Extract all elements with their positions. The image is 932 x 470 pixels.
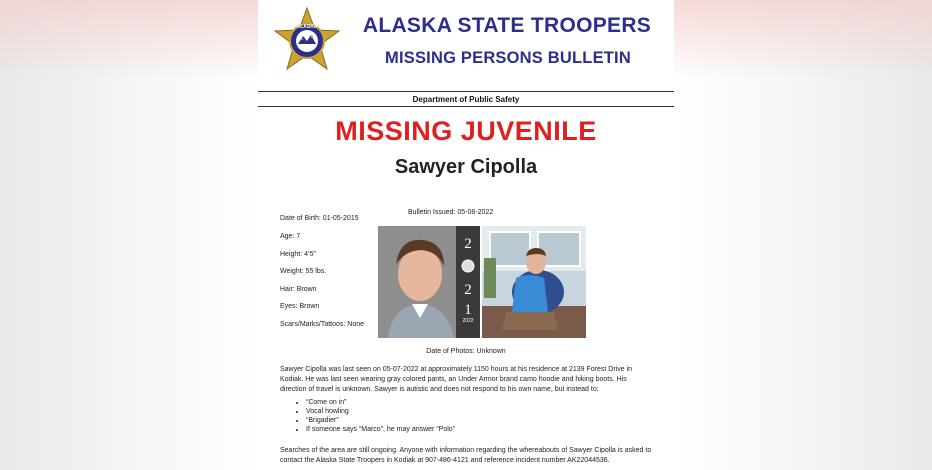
fact-age: Age: 7	[280, 233, 301, 240]
fact-weight: Weight: 55 lbs.	[280, 268, 327, 275]
search-text: Searches of the area are still ongoing. Anyone with information regarding the whereabouts of Sawyer Cipolla is asked to contact the Alaska State Troopers in Kodiak at 907-486-4121 and reference incident number AK22044536.	[280, 447, 652, 464]
person-name: Sawyer Cipolla	[394, 156, 538, 178]
candid-photo	[482, 226, 586, 338]
org-title: ALASKA STATE TROOPERS	[362, 14, 652, 37]
divider-bottom	[258, 106, 674, 107]
list-item: • If someone says “Marco”, he may answer “Polo”	[306, 425, 455, 434]
background-blur-right	[674, 0, 932, 470]
description-text: Sawyer Cipolla was last seen on 05-07-2022 at approximately 1150 hours at his residence at 2139 Forest Drive in Kodiak. He was last seen wearing gray colored pants, an Under Armor brand camo hoodie and hiking boots. His direction of travel is unknown. Sawyer is autistic and does not respond to his own name, but instead to:	[280, 366, 633, 393]
fact-date-of-birth: Date of Birth: 01-05-2015	[280, 215, 359, 222]
year-caption: 2022	[462, 318, 474, 324]
trooper-badge-icon	[272, 6, 342, 76]
fact-eyes: Eyes: Brown	[280, 303, 320, 310]
responds-to-list	[294, 398, 455, 434]
department-label: Department of Public Safety	[412, 95, 520, 104]
alert-headline: MISSING JUVENILE	[335, 116, 597, 146]
bulletin-issued: Bulletin Issued: 05-08-2022	[408, 209, 494, 216]
year-digit-3: 2	[464, 282, 472, 298]
fact-scars-marks-tattoos: Scars/Marks/Tattoos: None	[280, 321, 365, 328]
background-blur-left	[0, 0, 258, 470]
bulletin-title: MISSING PERSONS BULLETIN	[385, 49, 631, 67]
fact-hair: Hair: Brown	[280, 286, 317, 293]
list-item: • “Brigadier”	[306, 416, 455, 425]
badge-text: ALASKA	[296, 24, 318, 30]
photo-date: Date of Photos: Unknown	[426, 348, 506, 355]
missing-persons-bulletin	[258, 0, 674, 470]
search-paragraph	[280, 446, 652, 466]
photos-of-missing-person	[378, 226, 586, 338]
year-digit-4: 1	[464, 302, 472, 318]
divider-top	[258, 91, 674, 92]
description-paragraph	[280, 365, 652, 395]
list-item: • “Come on in”	[306, 398, 455, 407]
globe-icon	[462, 260, 474, 272]
list-item: • Vocal howling	[306, 407, 455, 416]
school-portrait-photo	[378, 226, 480, 338]
year-digit-1: 2	[464, 236, 472, 252]
fact-height: Height: 4’5”	[280, 251, 316, 258]
